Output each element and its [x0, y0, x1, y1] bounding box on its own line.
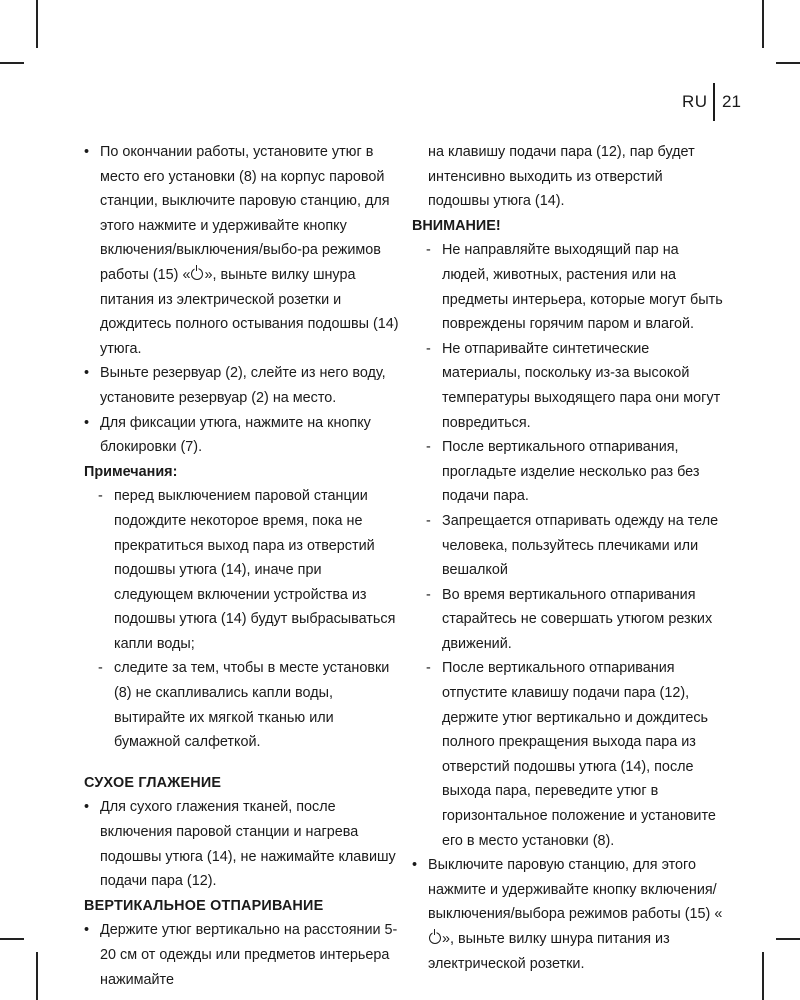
warning-item: - После вертикального отпаривания отпустите клавишу подачи пара (12), держите утюг вертикально и дождитесь полного прекращения выхода пара из отверстий подошвы утюга (14), после выхода пара, переведите утюг в горизонтальное положение и установите его в место установки (8). [412, 656, 724, 853]
bullet-item: • По окончании работы, установите утюг в место его установки (8) на корпус паровой станции, выключите паровую станцию, для этого нажмите и удерживайте кнопку включения/выключения/выбо-ра режимов работы (15) « », выньте вилку шнура питания из электрической розетки и дождитесь полного остывания подошвы (14) утюга. [84, 140, 402, 361]
crop-mark [36, 0, 38, 48]
warning-item: - Не отпаривайте синтетические материалы, поскольку из-за высокой температуры выходящего пара они могут повредиться. [412, 337, 724, 435]
crop-mark [762, 0, 764, 48]
notes-heading: Примечания: [84, 463, 178, 480]
note-item: - перед выключением паровой станции подождите некоторое время, пока не прекратиться выход пара из отверстий подошвы утюга (14), иначе при следующем включении устройства из подошвы утюга (14) будут выбрасываться капли воды; [84, 484, 402, 656]
crop-mark [776, 62, 800, 64]
header-divider [713, 83, 715, 121]
section-title-dry-ironing: СУХОЕ ГЛАЖЕНИЕ [84, 774, 222, 791]
right-column [412, 140, 724, 976]
crop-mark [0, 938, 24, 940]
bullet-item: • Выньте резервуар (2), слейте из него воду, установите резервуар (2) на место. [84, 361, 402, 410]
power-icon [429, 932, 441, 944]
warning-item: - После вертикального отпаривания, прогладьте изделие несколько раз без подачи пара. [412, 435, 724, 509]
note-item: - следите за тем, чтобы в месте установки (8) не скапливались капли воды, вытирайте их мягкой тканью или бумажной салфеткой. [84, 656, 402, 754]
bullet-item: • Выключите паровую станцию, для этого нажмите и удерживайте кнопку включения/выключения/выбора режимов работы (15) «», выньте вилку шнура питания из электрической розетки. [412, 853, 724, 976]
crop-mark [762, 952, 764, 1000]
left-column [84, 140, 402, 992]
warning-heading: ВНИМАНИЕ! [412, 217, 501, 234]
power-icon [191, 268, 203, 280]
continuation-text: на клавишу подачи пара (12), пар будет интенсивно выходить из отверстий подошвы утюга (14). [428, 144, 695, 210]
bullet-item: • Для фиксации утюга, нажмите на кнопку блокировки (7). [84, 411, 402, 460]
warning-list [412, 238, 724, 853]
notes-list [84, 484, 402, 755]
bullet-item: • Держите утюг вертикально на расстоянии 5-20 см от одежды или предметов интерьера нажимайте [84, 918, 402, 992]
crop-mark [776, 938, 800, 940]
bullet-item: • Для сухого глажения тканей, после включения паровой станции и нагрева подошвы утюга (14), не нажимайте клавишу подачи пара (12). [84, 795, 402, 893]
crop-mark [0, 62, 24, 64]
warning-item: - Не направляйте выходящий пар на людей, животных, растения или на предметы интерьера, которые могут быть повреждены горячим паром и влагой. [412, 238, 724, 336]
section-title-vertical-steaming: ВЕРТИКАЛЬНОЕ ОТПАРИВАНИЕ [84, 897, 324, 914]
page-number: 21 [722, 92, 741, 111]
warning-item: - Запрещается отпаривать одежду на теле человека, пользуйтесь плечиками или вешалкой [412, 509, 724, 583]
warning-item: - Во время вертикального отпаривания старайтесь не совершать утюгом резких движений. [412, 583, 724, 657]
crop-mark [36, 952, 38, 1000]
language-code: RU [682, 92, 708, 111]
